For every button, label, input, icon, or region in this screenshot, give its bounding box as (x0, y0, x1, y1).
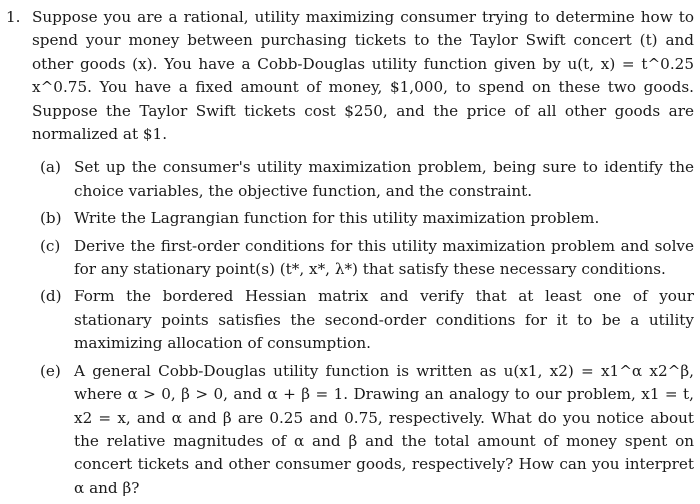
subpart-a (40, 156, 694, 203)
subpart-label: (b) (40, 209, 62, 228)
subparts-list (40, 156, 694, 500)
subpart-text: A general Cobb-Douglas utility function is written as u(x1, x2) = x1^α x2^β, where α > 0, β > 0, and α + β = 1. Drawing an analogy to our problem, x1 = t, x2 = x, and α and β are 0.25 and 0.75, respectively. What do you notice about the relative magnitudes of α and β and the total amount of money spent on concert tickets and other consumer goods, respectively? How can you interpret α and β? (74, 361, 694, 497)
subpart-text: Form the bordered Hessian matrix and verify that at least one of your stationary points satisfies the second-order conditions for it to be a utility maximizing allocation of consumption. (74, 287, 694, 353)
subpart-text: Write the Lagrangian function for this utility maximization problem. (74, 209, 600, 228)
subpart-label: (a) (40, 158, 61, 177)
subpart-label: (d) (40, 287, 62, 306)
subpart-text: Set up the consumer's utility maximization problem, being sure to identify the choice variables, the objective function, and the constraint. (74, 158, 694, 200)
subpart-c (40, 235, 694, 282)
subpart-label: (c) (40, 236, 61, 255)
subpart-b (40, 207, 694, 230)
subpart-d (40, 285, 694, 355)
subpart-label: (e) (40, 361, 61, 380)
problem-number: 1. (6, 8, 21, 26)
subpart-text: Derive the first-order conditions for this utility maximization problem and solve for any stationary point(s) (t*, x*, λ*) that satisfy these necessary conditions. (74, 236, 694, 279)
subpart-e (40, 360, 694, 500)
problem-intro: Suppose you are a rational, utility maximizing consumer trying to determine how to spend your money between purchasing tickets to the Taylor Swift concert (t) and other goods (x). You have a Cobb-Douglas utility function given by u(t, x) = t^0.25 x^0.75. You have a fixed amount of money, $1,000, to spend on these two goods. Suppose the Taylor Swift tickets cost $250, and the price of all other goods are normalized at $1. (32, 8, 694, 144)
problem-1 (6, 6, 694, 504)
